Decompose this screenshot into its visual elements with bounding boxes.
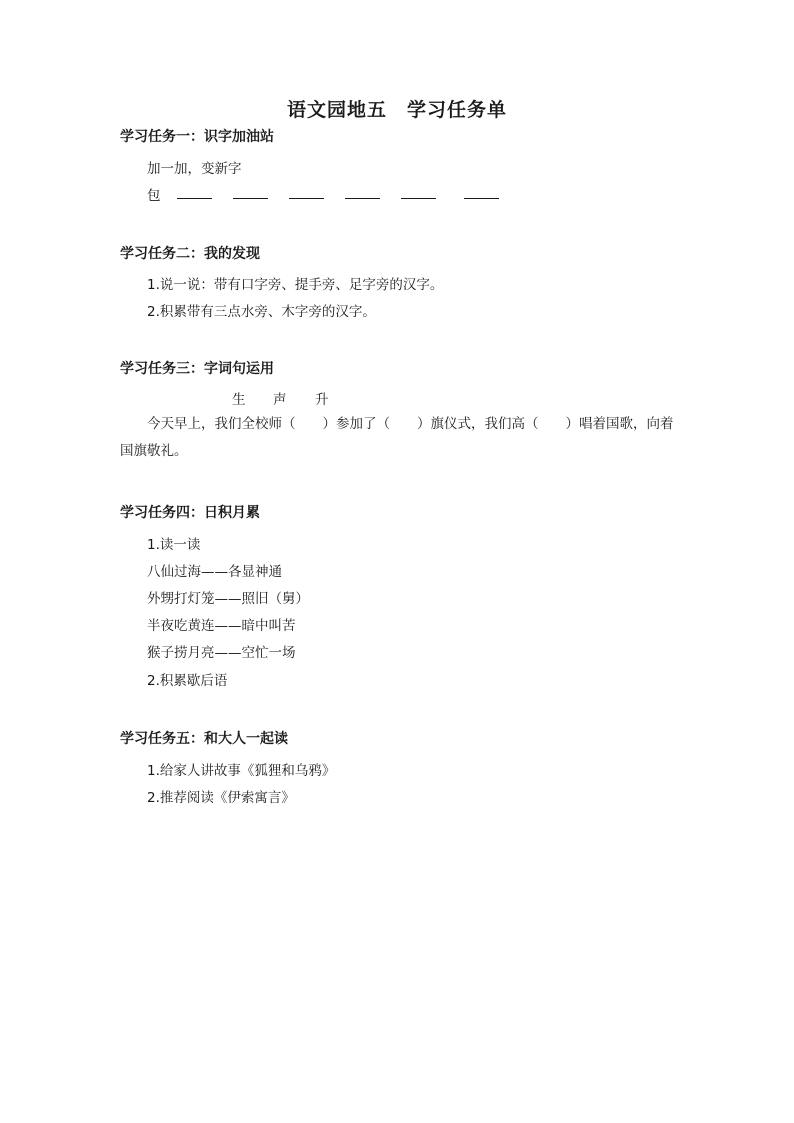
task5-item-2: 2.推荐阅读《伊索寓言》	[147, 790, 295, 806]
saying-2: 外甥打灯笼——照旧（舅）	[147, 591, 309, 607]
answer-blank-3[interactable]	[289, 198, 324, 199]
task5-item-1: 1.给家人讲故事《狐狸和乌鸦》	[147, 763, 336, 779]
task5-heading: 学习任务五：和大人一起读	[120, 731, 288, 747]
answer-blank-4[interactable]	[345, 198, 380, 199]
saying-4: 猴子捞月亮——空忙一场	[147, 645, 296, 661]
task3-sentence: 今天早上，我们全校师（ ）参加了（ ）旗仪式，我们高（ ）唱着国歌，向着国旗敬礼。	[120, 416, 674, 459]
answer-blank-1[interactable]	[177, 198, 212, 199]
saying-1: 八仙过海——各显神通	[147, 564, 282, 580]
task1-base-char: 包	[147, 188, 161, 204]
task1-instruction: 加一加，变新字	[147, 161, 242, 177]
task2-item-1: 1.说一说：带有口字旁、提手旁、足字旁的汉字。	[147, 277, 444, 293]
answer-blank-2[interactable]	[233, 198, 268, 199]
task3-heading: 学习任务三：字词句运用	[120, 361, 274, 377]
answer-blank-5[interactable]	[401, 198, 436, 199]
task2-item-2: 2.积累带有三点水旁、木字旁的汉字。	[147, 304, 376, 320]
task2-heading: 学习任务二：我的发现	[120, 246, 260, 262]
page-title: 语文园地五 学习任务单	[286, 99, 507, 121]
saying-3: 半夜吃黄连——暗中叫苦	[147, 618, 296, 634]
task4-sub1: 1.读一读	[147, 537, 201, 553]
task4-heading: 学习任务四：日积月累	[120, 505, 260, 521]
task4-sub2: 2.积累歇后语	[147, 673, 228, 689]
word-choice-2: 声	[273, 392, 287, 408]
task1-heading: 学习任务一：识字加油站	[120, 129, 274, 145]
word-choice-1: 生	[232, 392, 246, 408]
word-choice-3: 升	[315, 392, 329, 408]
answer-blank-6[interactable]	[464, 198, 499, 199]
